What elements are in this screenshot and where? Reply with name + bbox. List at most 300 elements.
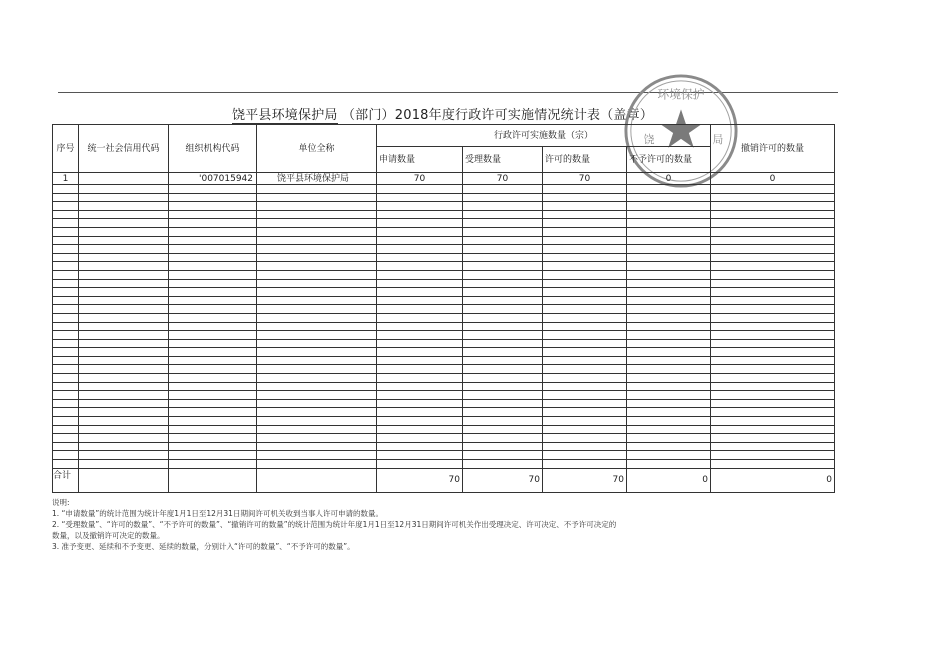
blank-cell [79, 399, 169, 408]
header-apply: 申请数量 [377, 147, 463, 173]
blank-cell [53, 313, 79, 322]
blank-cell [543, 365, 627, 374]
blank-cell [711, 442, 835, 451]
blank-cell [377, 313, 463, 322]
blank-cell [79, 185, 169, 194]
blank-cell [543, 185, 627, 194]
blank-cell [463, 339, 543, 348]
blank-cell [463, 374, 543, 383]
blank-cell [627, 245, 711, 254]
blank-cell [53, 391, 79, 400]
blank-cell [377, 210, 463, 219]
blank-cell [543, 305, 627, 314]
blank-cell [711, 322, 835, 331]
blank-cell [169, 262, 257, 271]
blank-cell [543, 331, 627, 340]
note-item: 2. “受理数量”、“许可的数量”、“不予许可的数量”、“撤销许可的数量”的统计范围为统计年度1月1日至12月31日期间许可机关作出受理决定、许可决定、不予许可决定的 [52, 520, 617, 529]
blank-table-row [53, 210, 835, 219]
blank-cell [79, 193, 169, 202]
blank-cell [53, 236, 79, 245]
blank-table-row [53, 374, 835, 383]
blank-cell [53, 219, 79, 228]
blank-cell [377, 356, 463, 365]
blank-cell [711, 210, 835, 219]
notes-section [52, 497, 832, 552]
blank-cell [627, 227, 711, 236]
blank-cell [711, 245, 835, 254]
blank-cell [543, 202, 627, 211]
blank-table-row [53, 288, 835, 297]
header-credit-code: 统一社会信用代码 [79, 125, 169, 173]
blank-cell [169, 356, 257, 365]
total-label: 合计 [53, 468, 79, 492]
blank-cell [711, 227, 835, 236]
blank-cell [711, 236, 835, 245]
blank-cell [377, 417, 463, 426]
blank-table-row [53, 262, 835, 271]
blank-cell [463, 262, 543, 271]
blank-table-row [53, 417, 835, 426]
blank-cell [169, 322, 257, 331]
blank-cell [377, 442, 463, 451]
blank-cell [463, 185, 543, 194]
blank-cell [79, 262, 169, 271]
blank-cell [543, 262, 627, 271]
blank-cell [711, 253, 835, 262]
blank-cell [377, 391, 463, 400]
note-item: 3. 准予变更、延续和不予变更、延续的数量，分别计入“许可的数量”、“不予许可的数量”。 [52, 542, 355, 551]
blank-cell [79, 391, 169, 400]
blank-cell [169, 417, 257, 426]
blank-cell [711, 339, 835, 348]
blank-table-row [53, 356, 835, 365]
total-row [53, 468, 835, 492]
blank-cell [377, 219, 463, 228]
blank-table-row [53, 348, 835, 357]
blank-cell [169, 210, 257, 219]
blank-cell [257, 210, 377, 219]
blank-cell [711, 391, 835, 400]
blank-table-row [53, 408, 835, 417]
cell-apply: 70 [377, 173, 463, 185]
blank-cell [463, 227, 543, 236]
blank-table-row [53, 322, 835, 331]
blank-cell [79, 288, 169, 297]
blank-cell [543, 442, 627, 451]
total-accept: 70 [463, 468, 543, 492]
blank-cell [627, 305, 711, 314]
total-org-code [169, 468, 257, 492]
blank-cell [377, 425, 463, 434]
notes-heading: 说明: [52, 498, 70, 507]
blank-cell [627, 288, 711, 297]
blank-cell [711, 382, 835, 391]
blank-cell [711, 313, 835, 322]
blank-cell [543, 408, 627, 417]
blank-cell [543, 348, 627, 357]
blank-cell [79, 425, 169, 434]
blank-cell [377, 305, 463, 314]
blank-cell [463, 391, 543, 400]
blank-cell [257, 313, 377, 322]
blank-cell [377, 382, 463, 391]
blank-table-row [53, 339, 835, 348]
blank-table-row [53, 331, 835, 340]
blank-cell [463, 296, 543, 305]
blank-cell [53, 193, 79, 202]
blank-table-row [53, 399, 835, 408]
blank-cell [463, 219, 543, 228]
blank-cell [169, 253, 257, 262]
blank-cell [627, 270, 711, 279]
title-rest: （部门）2018年度行政许可实施情况统计表（盖章） [341, 108, 654, 123]
blank-cell [53, 425, 79, 434]
blank-cell [257, 382, 377, 391]
svg-text:饶: 饶 [643, 132, 655, 146]
blank-table-row [53, 391, 835, 400]
blank-cell [79, 245, 169, 254]
blank-cell [377, 236, 463, 245]
blank-cell [543, 322, 627, 331]
blank-cell [543, 253, 627, 262]
blank-table-row [53, 305, 835, 314]
blank-cell [377, 322, 463, 331]
blank-cell [53, 348, 79, 357]
blank-cell [543, 339, 627, 348]
blank-cell [543, 245, 627, 254]
cell-org-code: '007015942 [169, 173, 257, 185]
blank-cell [627, 313, 711, 322]
blank-cell [543, 210, 627, 219]
blank-cell [627, 382, 711, 391]
blank-cell [463, 305, 543, 314]
blank-cell [463, 356, 543, 365]
blank-cell [463, 442, 543, 451]
blank-cell [257, 391, 377, 400]
blank-cell [257, 305, 377, 314]
blank-cell [257, 262, 377, 271]
blank-cell [53, 339, 79, 348]
blank-cell [79, 451, 169, 460]
note-item: 1. “申请数量”的统计范围为统计年度1月1日至12月31日期间许可机关收到当事人许可申请的数量。 [52, 509, 383, 518]
blank-cell [257, 219, 377, 228]
blank-cell [79, 236, 169, 245]
header-granted: 许可的数量 [543, 147, 627, 173]
blank-cell [543, 451, 627, 460]
blank-cell [627, 399, 711, 408]
blank-cell [627, 219, 711, 228]
total-apply: 70 [377, 468, 463, 492]
total-revoked: 0 [711, 468, 835, 492]
svg-text:环境保护: 环境保护 [657, 87, 705, 102]
blank-cell [627, 331, 711, 340]
blank-cell [257, 193, 377, 202]
blank-cell [377, 262, 463, 271]
blank-cell [79, 339, 169, 348]
blank-cell [627, 408, 711, 417]
header-group: 行政许可实施数量（宗） [377, 125, 711, 147]
blank-cell [257, 374, 377, 383]
blank-cell [711, 279, 835, 288]
blank-cell [53, 322, 79, 331]
blank-table-row [53, 382, 835, 391]
blank-cell [53, 442, 79, 451]
header-revoked: 撤销许可的数量 [711, 125, 835, 173]
blank-cell [711, 219, 835, 228]
blank-cell [53, 185, 79, 194]
blank-table-row [53, 253, 835, 262]
blank-cell [377, 193, 463, 202]
blank-cell [79, 313, 169, 322]
blank-cell [79, 331, 169, 340]
blank-cell [257, 460, 377, 469]
blank-cell [169, 296, 257, 305]
blank-cell [711, 331, 835, 340]
blank-cell [463, 331, 543, 340]
blank-cell [543, 296, 627, 305]
blank-cell [257, 236, 377, 245]
note-item: 数量，以及撤销许可决定的数量。 [52, 531, 165, 540]
blank-table-row [53, 202, 835, 211]
blank-cell [463, 399, 543, 408]
header-denied: 不予许可的数量 [627, 147, 711, 173]
total-denied: 0 [627, 468, 711, 492]
blank-cell [79, 460, 169, 469]
total-granted: 70 [543, 468, 627, 492]
blank-cell [543, 270, 627, 279]
blank-cell [377, 288, 463, 297]
blank-cell [463, 425, 543, 434]
blank-cell [711, 262, 835, 271]
blank-cell [627, 434, 711, 443]
blank-cell [169, 408, 257, 417]
blank-cell [463, 279, 543, 288]
blank-cell [543, 236, 627, 245]
blank-cell [79, 305, 169, 314]
blank-cell [627, 374, 711, 383]
blank-cell [79, 356, 169, 365]
blank-cell [711, 365, 835, 374]
blank-cell [79, 434, 169, 443]
blank-cell [53, 365, 79, 374]
blank-cell [79, 219, 169, 228]
blank-cell [169, 425, 257, 434]
blank-cell [377, 253, 463, 262]
blank-cell [463, 245, 543, 254]
blank-cell [627, 193, 711, 202]
blank-cell [257, 356, 377, 365]
blank-cell [257, 185, 377, 194]
blank-cell [543, 425, 627, 434]
blank-cell [377, 270, 463, 279]
blank-cell [169, 288, 257, 297]
blank-cell [543, 374, 627, 383]
blank-cell [627, 425, 711, 434]
blank-cell [169, 339, 257, 348]
blank-cell [711, 356, 835, 365]
blank-cell [53, 279, 79, 288]
blank-cell [377, 374, 463, 383]
cell-granted: 70 [543, 173, 627, 185]
blank-cell [53, 305, 79, 314]
blank-cell [377, 451, 463, 460]
blank-cell [257, 202, 377, 211]
blank-cell [463, 434, 543, 443]
blank-cell [53, 288, 79, 297]
blank-cell [257, 322, 377, 331]
blank-table-row [53, 279, 835, 288]
blank-cell [711, 296, 835, 305]
header-seq: 序号 [53, 125, 79, 173]
statistics-table [52, 124, 835, 493]
blank-cell [53, 460, 79, 469]
blank-cell [257, 365, 377, 374]
total-credit-code [79, 468, 169, 492]
blank-cell [627, 365, 711, 374]
blank-cell [169, 399, 257, 408]
blank-cell [463, 451, 543, 460]
blank-cell [377, 339, 463, 348]
blank-cell [257, 227, 377, 236]
blank-cell [79, 227, 169, 236]
blank-cell [257, 348, 377, 357]
blank-cell [463, 417, 543, 426]
blank-table-row [53, 219, 835, 228]
blank-cell [79, 270, 169, 279]
blank-cell [377, 279, 463, 288]
blank-cell [711, 305, 835, 314]
blank-cell [169, 270, 257, 279]
blank-cell [463, 382, 543, 391]
blank-cell [627, 262, 711, 271]
blank-cell [257, 451, 377, 460]
blank-cell [53, 253, 79, 262]
blank-table-row [53, 425, 835, 434]
blank-cell [169, 305, 257, 314]
table-row [53, 173, 835, 185]
blank-cell [463, 270, 543, 279]
blank-cell [627, 210, 711, 219]
blank-cell [711, 348, 835, 357]
blank-cell [377, 348, 463, 357]
blank-cell [169, 374, 257, 383]
blank-table-row [53, 460, 835, 469]
blank-cell [463, 460, 543, 469]
blank-cell [53, 296, 79, 305]
blank-cell [463, 322, 543, 331]
blank-cell [79, 417, 169, 426]
header-accept: 受理数量 [463, 147, 543, 173]
blank-cell [377, 296, 463, 305]
blank-cell [257, 408, 377, 417]
blank-cell [79, 253, 169, 262]
blank-cell [53, 434, 79, 443]
blank-cell [463, 193, 543, 202]
cell-credit-code [79, 173, 169, 185]
blank-table-row [53, 245, 835, 254]
blank-cell [377, 399, 463, 408]
blank-cell [711, 193, 835, 202]
blank-cell [543, 193, 627, 202]
blank-cell [79, 322, 169, 331]
blank-cell [53, 210, 79, 219]
blank-cell [169, 382, 257, 391]
blank-cell [463, 236, 543, 245]
blank-cell [543, 288, 627, 297]
blank-cell [627, 356, 711, 365]
blank-cell [257, 331, 377, 340]
blank-cell [543, 356, 627, 365]
blank-cell [711, 288, 835, 297]
blank-cell [711, 399, 835, 408]
blank-cell [543, 434, 627, 443]
blank-cell [543, 382, 627, 391]
blank-cell [543, 313, 627, 322]
blank-cell [377, 434, 463, 443]
blank-cell [169, 313, 257, 322]
blank-cell [543, 219, 627, 228]
blank-cell [169, 348, 257, 357]
blank-table-row [53, 227, 835, 236]
blank-cell [627, 391, 711, 400]
blank-cell [53, 417, 79, 426]
blank-cell [377, 185, 463, 194]
blank-cell [257, 417, 377, 426]
blank-cell [711, 202, 835, 211]
header-org-code: 组织机构代码 [169, 125, 257, 173]
blank-table-row [53, 365, 835, 374]
cell-accept: 70 [463, 173, 543, 185]
blank-cell [169, 193, 257, 202]
blank-cell [711, 417, 835, 426]
cell-revoked: 0 [711, 173, 835, 185]
blank-cell [711, 425, 835, 434]
blank-cell [463, 348, 543, 357]
blank-cell [257, 442, 377, 451]
blank-cell [711, 270, 835, 279]
blank-table-row [53, 270, 835, 279]
cell-denied: 0 [627, 173, 711, 185]
blank-table-row [53, 451, 835, 460]
blank-cell [53, 262, 79, 271]
header-unit-name: 单位全称 [257, 125, 377, 173]
blank-cell [627, 185, 711, 194]
blank-cell [257, 253, 377, 262]
blank-cell [257, 434, 377, 443]
blank-cell [711, 374, 835, 383]
blank-cell [169, 460, 257, 469]
blank-cell [169, 434, 257, 443]
blank-cell [543, 391, 627, 400]
blank-cell [53, 202, 79, 211]
blank-cell [377, 365, 463, 374]
blank-cell [257, 425, 377, 434]
svg-text:局: 局 [712, 132, 724, 146]
blank-cell [169, 365, 257, 374]
blank-cell [169, 451, 257, 460]
blank-cell [53, 408, 79, 417]
title-unit: 饶平县环境保护局 [232, 108, 338, 123]
blank-cell [79, 442, 169, 451]
blank-cell [377, 227, 463, 236]
blank-table-row [53, 296, 835, 305]
blank-cell [53, 382, 79, 391]
blank-cell [169, 279, 257, 288]
blank-cell [53, 374, 79, 383]
blank-cell [543, 279, 627, 288]
blank-cell [257, 296, 377, 305]
blank-cell [627, 417, 711, 426]
